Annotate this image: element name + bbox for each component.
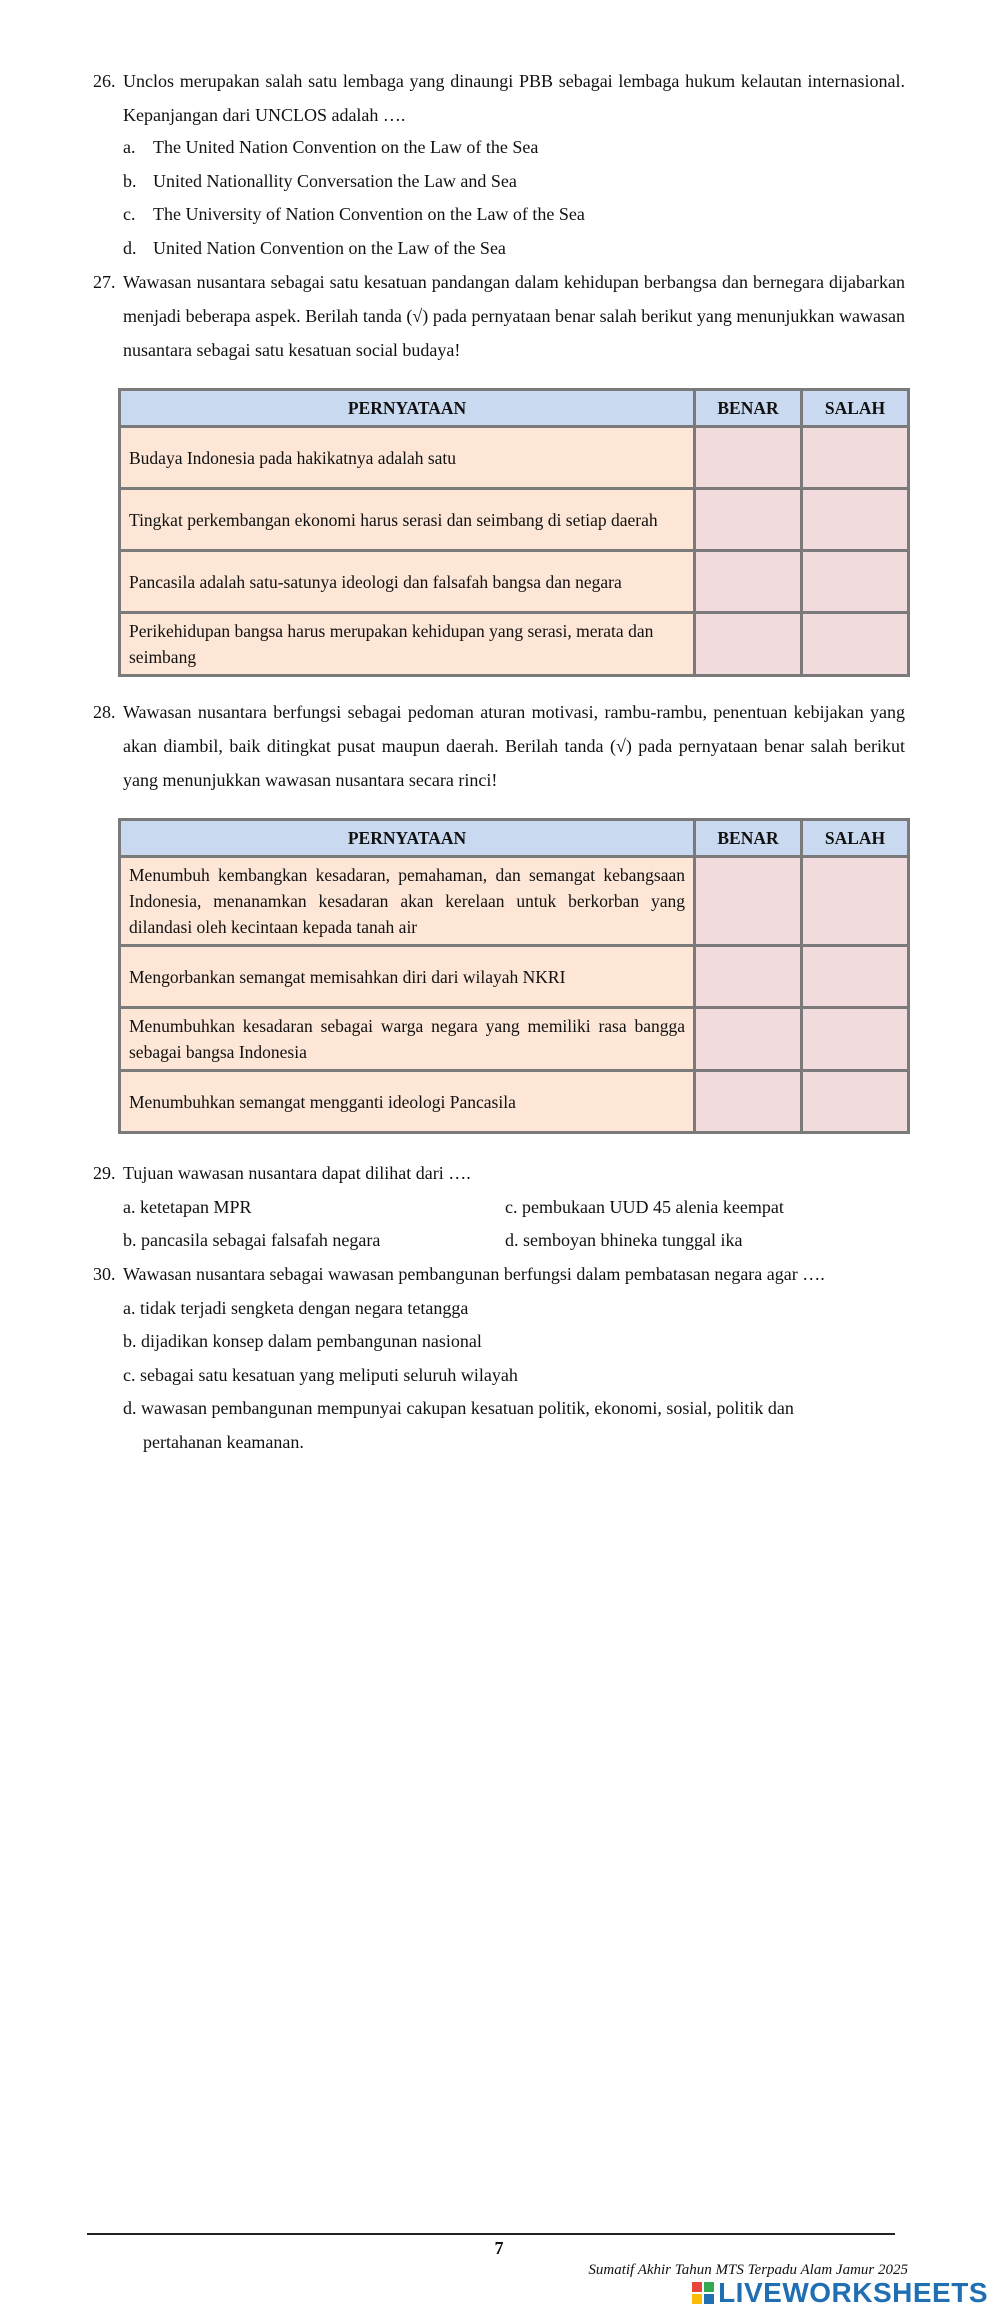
- option-c: c. pembukaan UUD 45 alenia keempat: [505, 1197, 784, 1217]
- option-d: d. semboyan bhineka tunggal ika: [505, 1230, 743, 1250]
- option-d: d. United Nation Convention on the Law of the Sea: [123, 238, 506, 258]
- question-27: [93, 265, 905, 367]
- statement-cell: Menumbuhkan semangat mengganti ideologi Pancasila: [120, 1071, 695, 1133]
- question-26: [93, 64, 905, 132]
- question-number: 27.: [93, 272, 116, 292]
- liveworksheets-brand: LIVEWORKSHEETS: [718, 2277, 988, 2308]
- true-false-table-27: [118, 388, 910, 677]
- option-b: b. United Nationallity Conversation the Law and Sea: [123, 171, 517, 191]
- answer-false-cell[interactable]: [802, 857, 909, 946]
- statement-cell: Tingkat perkembangan ekonomi harus serasi dan seimbang di setiap daerah: [120, 489, 695, 551]
- answer-true-cell[interactable]: [695, 857, 802, 946]
- answer-false-cell[interactable]: [802, 1008, 909, 1071]
- table-row: [120, 427, 909, 489]
- answer-true-cell[interactable]: [695, 613, 802, 676]
- question-text: Wawasan nusantara sebagai wawasan pembangunan berfungsi dalam pembatasan negara agar ….: [123, 1264, 825, 1284]
- answer-false-cell[interactable]: [802, 489, 909, 551]
- question-text: Unclos merupakan salah satu lembaga yang dinaungi PBB sebagai lembaga hukum kelautan internasional. Kepanjangan dari UNCLOS adalah ….: [123, 71, 905, 125]
- header-true: BENAR: [695, 390, 802, 427]
- statement-cell: Pancasila adalah satu-satunya ideologi dan falsafah bangsa dan negara: [120, 551, 695, 613]
- question-number: 29.: [93, 1163, 116, 1183]
- table-row: [120, 551, 909, 613]
- statement-cell: Mengorbankan semangat memisahkan diri dari wilayah NKRI: [120, 946, 695, 1008]
- statement-cell: Menumbuh kembangkan kesadaran, pemahaman, dan semangat kebangsaan Indonesia, menanamkan kesadaran akan kerelaan untuk berkorban yang dilandasi oleh kecintaan kepada tanah air: [120, 857, 695, 946]
- table-header-row: [120, 390, 909, 427]
- answer-false-cell[interactable]: [802, 1071, 909, 1133]
- answer-true-cell[interactable]: [695, 427, 802, 489]
- answer-false-cell[interactable]: [802, 946, 909, 1008]
- header-false: SALAH: [802, 390, 909, 427]
- table-row: [120, 489, 909, 551]
- option-b: b. pancasila sebagai falsafah negara: [123, 1230, 381, 1250]
- option-a: a. The United Nation Convention on the Law of the Sea: [123, 137, 539, 157]
- answer-true-cell[interactable]: [695, 551, 802, 613]
- table-row: [120, 946, 909, 1008]
- header-statement: PERNYATAAN: [120, 820, 695, 857]
- answer-true-cell[interactable]: [695, 1071, 802, 1133]
- statement-cell: Budaya Indonesia pada hakikatnya adalah satu: [120, 427, 695, 489]
- page-number: 7: [494, 2238, 504, 2258]
- liveworksheets-icon: [692, 2282, 714, 2304]
- table-header-row: [120, 820, 909, 857]
- question-text: Wawasan nusantara sebagai satu kesatuan pandangan dalam kehidupan berbangsa dan bernegara dijabarkan menjadi beberapa aspek. Berilah tanda (√) pada pernyataan benar salah berikut yang menunjukkan wawasan nusantara sebagai satu kesatuan social budaya!: [123, 272, 905, 360]
- answer-false-cell[interactable]: [802, 427, 909, 489]
- table-row: [120, 1008, 909, 1071]
- question-text: Tujuan wawasan nusantara dapat dilihat dari ….: [123, 1163, 471, 1183]
- question-number: 30.: [93, 1264, 116, 1284]
- statement-cell: Perikehidupan bangsa harus merupakan kehidupan yang serasi, merata dan seimbang: [120, 613, 695, 676]
- option-d-continuation: pertahanan keamanan.: [143, 1432, 304, 1452]
- answer-true-cell[interactable]: [695, 946, 802, 1008]
- header-false: SALAH: [802, 820, 909, 857]
- table-row: [120, 857, 909, 946]
- header-statement: PERNYATAAN: [120, 390, 695, 427]
- liveworksheets-logo[interactable]: [692, 2276, 988, 2310]
- true-false-table-28: [118, 818, 910, 1134]
- table-row: [120, 613, 909, 676]
- table-row: [120, 1071, 909, 1133]
- option-d: d. wawasan pembangunan mempunyai cakupan kesatuan politik, ekonomi, sosial, politik dan: [123, 1398, 794, 1418]
- answer-false-cell[interactable]: [802, 613, 909, 676]
- question-29: [93, 1156, 905, 1190]
- footer-text: Sumatif Akhir Tahun MTS Terpadu Alam Jamur 2025: [588, 2262, 908, 2278]
- question-text: Wawasan nusantara berfungsi sebagai pedoman aturan motivasi, rambu-rambu, penentuan kebijakan yang akan diambil, baik ditingkat pusat maupun daerah. Berilah tanda (√) pada pernyataan benar salah berikut yang menunjukkan wawasan nusantara secara rinci!: [123, 702, 905, 790]
- option-a: a. ketetapan MPR: [123, 1197, 252, 1217]
- option-a: a. tidak terjadi sengketa dengan negara tetangga: [123, 1298, 469, 1318]
- header-true: BENAR: [695, 820, 802, 857]
- option-b: b. dijadikan konsep dalam pembangunan nasional: [123, 1331, 482, 1351]
- answer-false-cell[interactable]: [802, 551, 909, 613]
- answer-true-cell[interactable]: [695, 1008, 802, 1071]
- question-number: 28.: [93, 702, 116, 722]
- answer-true-cell[interactable]: [695, 489, 802, 551]
- option-c: c. sebagai satu kesatuan yang meliputi seluruh wilayah: [123, 1365, 518, 1385]
- option-c: c. The University of Nation Convention on the Law of the Sea: [123, 204, 585, 224]
- question-30: [93, 1257, 905, 1291]
- question-28: [93, 695, 905, 797]
- footer-divider: [87, 2233, 895, 2235]
- question-number: 26.: [93, 71, 116, 91]
- statement-cell: Menumbuhkan kesadaran sebagai warga negara yang memiliki rasa bangga sebagai bangsa Indonesia: [120, 1008, 695, 1071]
